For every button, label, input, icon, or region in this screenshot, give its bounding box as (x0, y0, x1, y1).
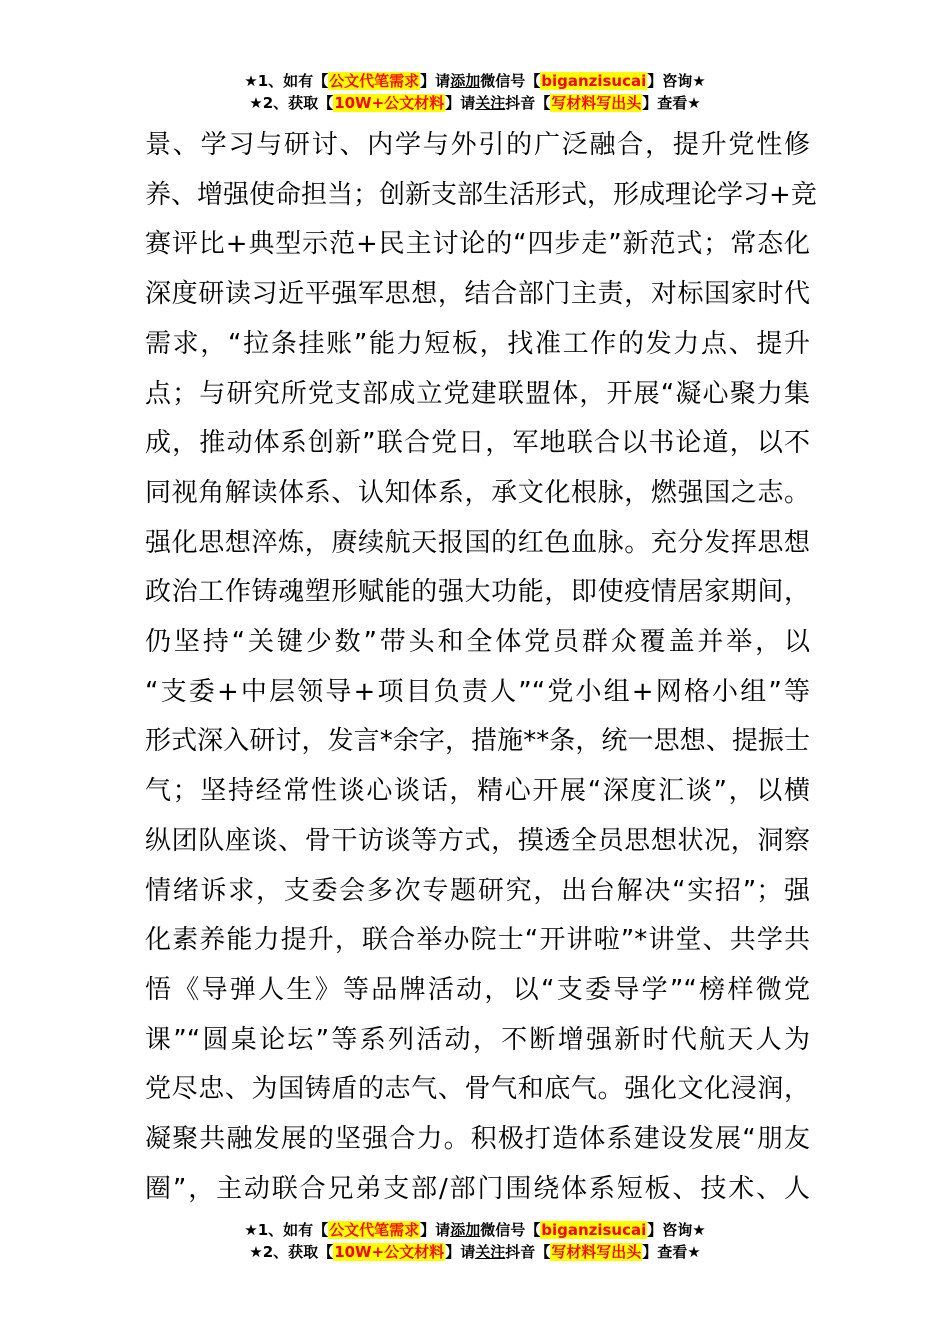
banner-text: ★1、如有【 (244, 1221, 329, 1239)
banner-highlight: 10W+公文材料 (334, 1243, 445, 1261)
banner-highlight: 写材料写出头 (551, 1243, 642, 1261)
banner-underlined-text: 关注 (475, 1243, 506, 1261)
banner-text: 微信号【 (480, 72, 541, 90)
banner-text: 】请 (445, 94, 476, 112)
header-banner (0, 70, 950, 114)
body-line: 化素养能力提升，联合举办院士“开讲啦”*讲堂、共学共 (145, 925, 810, 956)
banner-text: ★2、获取【 (249, 1243, 334, 1261)
banner-underlined-text: 添加 (450, 72, 481, 90)
body-line: 强化思想淬炼，赓续航天报国的红色血脉。充分发挥思想 (145, 527, 810, 558)
banner-text: 】查看★ (642, 1243, 701, 1261)
banner-line-1 (0, 70, 950, 92)
banner-text: 微信号【 (480, 1221, 541, 1239)
banner-highlight: biganzisucai (541, 1221, 647, 1239)
body-line: 政治工作铸魂塑形赋能的强大功能，即使疫情居家期间， (145, 577, 810, 608)
document-body (145, 121, 817, 1214)
banner-text: 抖音【 (505, 94, 551, 112)
banner-text: 】请 (420, 72, 451, 90)
body-line: 深度研读习近平强军思想，结合部门主责，对标国家时代 (145, 279, 810, 310)
body-line: 悟《导弹人生》等品牌活动，以“支委导学”“榜样微党 (145, 974, 810, 1005)
body-line: 赛评比+典型示范+民主讨论的“四步走”新范式；常态化 (145, 229, 810, 260)
body-line: 课”“圆桌论坛”等系列活动，不断增强新时代航天人为 (145, 1024, 810, 1055)
banner-text: 】咨询★ (647, 1221, 706, 1239)
body-line: 形式深入研讨，发言*余字，措施**条，统一思想、提振士 (145, 726, 810, 757)
banner-text: 抖音【 (505, 1243, 551, 1261)
body-line: 需求，“拉条挂账”能力短板，找准工作的发力点、提升 (145, 328, 810, 359)
banner-text: ★2、获取【 (249, 94, 334, 112)
banner-highlight: 公文代笔需求 (329, 72, 420, 90)
banner-highlight: biganzisucai (541, 72, 647, 90)
footer-banner (0, 1219, 950, 1263)
body-line: 圈”，主动联合兄弟支部/部门围绕体系短板、技术、人 (145, 1173, 810, 1204)
body-line: 气；坚持经常性谈心谈话，精心开展“深度汇谈”，以横 (145, 776, 810, 807)
banner-line-2 (0, 1241, 950, 1263)
body-line: 成，推动体系创新”联合党日，军地联合以书论道，以不 (145, 428, 810, 459)
banner-underlined-text: 添加 (450, 1221, 481, 1239)
banner-text: 】查看★ (642, 94, 701, 112)
body-line: 纵团队座谈、骨干访谈等方式，摸透全员思想状况，洞察 (145, 825, 810, 856)
body-line: 仍坚持“关键少数”带头和全体党员群众覆盖并举，以 (145, 627, 810, 658)
body-line: 点；与研究所党支部成立党建联盟体，开展“凝心聚力集 (145, 378, 810, 409)
banner-text: 】请 (420, 1221, 451, 1239)
banner-line-1 (0, 1219, 950, 1241)
body-line: 养、增强使命担当；创新支部生活形式，形成理论学习+竞 (145, 179, 817, 210)
banner-highlight: 公文代笔需求 (329, 1221, 420, 1239)
banner-highlight: 10W+公文材料 (334, 94, 445, 112)
banner-highlight: 写材料写出头 (551, 94, 642, 112)
banner-text: ★1、如有【 (244, 72, 329, 90)
banner-text: 】咨询★ (647, 72, 706, 90)
body-line: “支委+中层领导+项目负责人”“党小组+网格小组”等 (145, 676, 810, 707)
banner-text: 】请 (445, 1243, 476, 1261)
body-line: 同视角解读体系、认知体系，承文化根脉，燃强国之志。 (145, 477, 810, 508)
body-line: 凝聚共融发展的坚强合力。积极打造体系建设发展“朋友 (145, 1124, 810, 1155)
body-line: 情绪诉求，支委会多次专题研究，出台解决“实招”；强 (145, 875, 810, 906)
body-line: 党尽忠、为国铸盾的志气、骨气和底气。强化文化浸润， (145, 1074, 810, 1105)
banner-line-2 (0, 92, 950, 114)
body-line: 景、学习与研讨、内学与外引的广泛融合，提升党性修 (145, 130, 810, 160)
banner-underlined-text: 关注 (475, 94, 506, 112)
